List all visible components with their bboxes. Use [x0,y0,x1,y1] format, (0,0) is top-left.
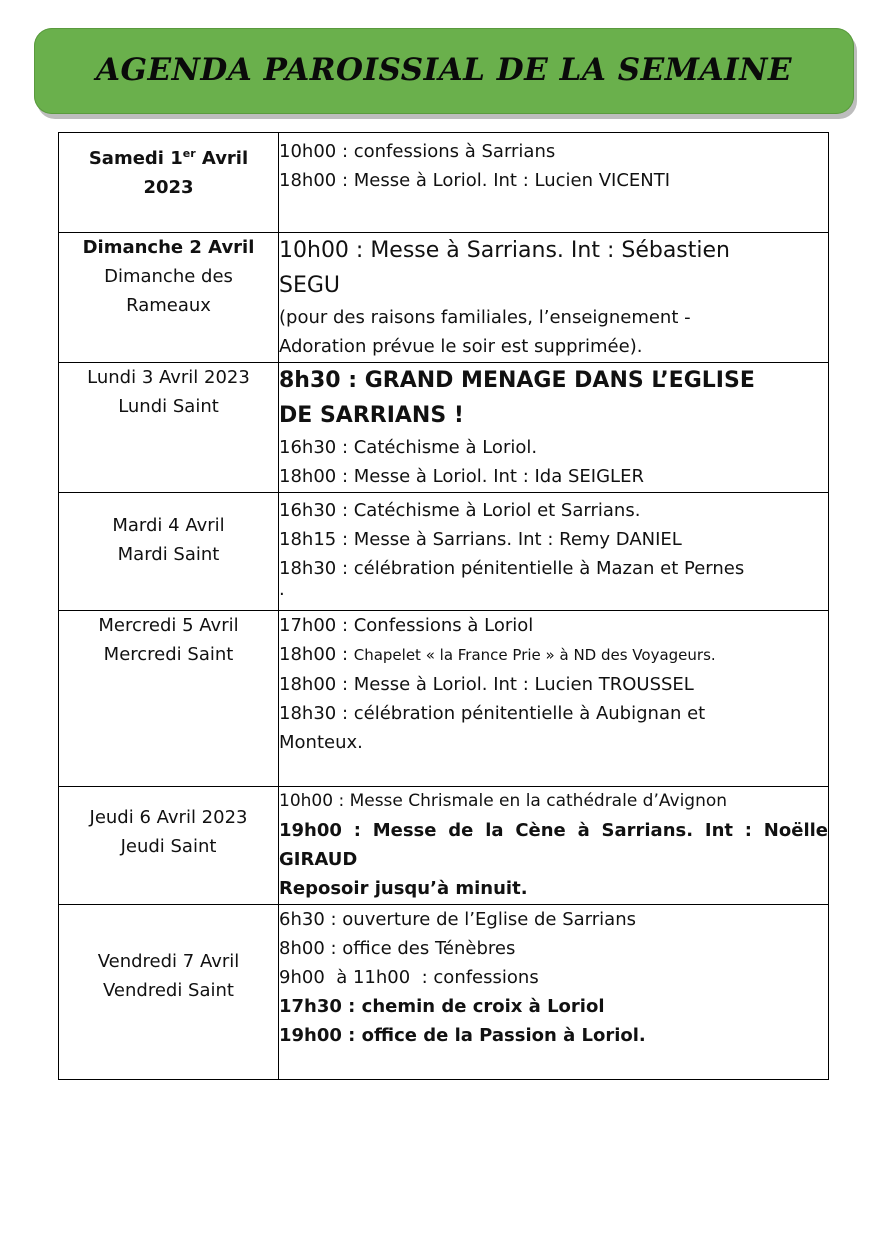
event-line: 16h30 : Catéchisme à Loriol et Sarrians. [279,500,641,521]
events-cell [279,787,829,905]
events-cell [279,233,829,363]
event-line: Monteux. [279,732,363,753]
event-line: DE SARRIANS ! [279,403,464,428]
event-line: . [279,579,285,600]
day-label: Mercredi Saint [103,644,234,665]
event-line: (pour des raisons familiales, l’enseignement - [279,307,691,328]
event-line: 19h00 : office de la Passion à Loriol. [279,1025,646,1046]
event-line-text: Chapelet « la France Prie » à ND des Voyageurs. [353,646,716,664]
title-banner [34,28,854,114]
event-line: 10h00 : Messe Chrismale en la cathédrale d’Avignon [279,791,728,811]
event-line [279,640,828,670]
day-label: Rameaux [126,295,211,316]
table-row [59,363,829,493]
agenda-table [58,132,829,1080]
day-label: Dimanche 2 Avril [82,237,255,258]
event-line: 6h30 : ouverture de l’Eglise de Sarrians [279,909,636,930]
event-line: 18h30 : célébration pénitentielle à Aubignan et [279,703,706,724]
table-row [59,233,829,363]
day-label: Mardi 4 Avril [112,515,225,536]
event-line: 18h15 : Messe à Sarrians. Int : Remy DANIEL [279,529,682,550]
day-cell [59,133,279,233]
event-line: 17h30 : chemin de croix à Loriol [279,996,605,1017]
day-label: Vendredi Saint [103,980,234,1001]
table-row [59,787,829,905]
event-line: 18h00 : Messe à Loriol. Int : Lucien VICENTI [279,170,671,191]
event-line: 8h30 : GRAND MENAGE DANS L’EGLISE [279,368,755,393]
day-cell [59,233,279,363]
day-label: Vendredi 7 Avril [97,951,240,972]
table-row [59,493,829,611]
day-label-text: Samedi 1 [88,148,183,169]
day-label: Dimanche des [104,266,233,287]
event-line: 9h00 à 11h00 : confessions [279,967,539,988]
event-line: 18h00 : Messe à Loriol. Int : Ida SEIGLER [279,466,644,487]
day-cell [59,363,279,493]
event-line: SEGU [279,273,341,298]
event-line-time: 18h00 : [279,644,354,665]
event-line: 19h00 : Messe de la Cène à Sarrians. Int : Noëlle [279,820,828,841]
day-label-text: Avril [195,148,249,169]
event-line: 18h00 : Messe à Loriol. Int : Lucien TROUSSEL [279,674,694,695]
event-line: 17h00 : Confessions à Loriol [279,615,534,636]
day-cell [59,787,279,905]
event-line: GIRAUD [279,849,358,870]
day-cell [59,905,279,1080]
event-line: 10h00 : Messe à Sarrians. Int : Sébastien [279,238,730,263]
event-line: Reposoir jusqu’à minuit. [279,878,528,899]
day-label: Jeudi 6 Avril 2023 [89,807,248,828]
event-line: 18h30 : célébration pénitentielle à Mazan et Pernes [279,558,745,579]
events-cell [279,133,829,233]
event-line: Adoration prévue le soir est supprimée). [279,336,643,357]
event-line: 8h00 : office des Ténèbres [279,938,516,959]
events-cell [279,363,829,493]
event-line: 10h00 : confessions à Sarrians [279,141,556,162]
events-cell [279,611,829,787]
table-row [59,905,829,1080]
day-label-superscript: er [182,147,196,160]
day-cell [59,611,279,787]
day-label: 2023 [143,177,194,198]
day-label [59,139,278,173]
event-line: 16h30 : Catéchisme à Loriol. [279,437,538,458]
day-label: Lundi 3 Avril 2023 [87,367,250,388]
table-row [59,611,829,787]
events-cell [279,493,829,611]
day-cell [59,493,279,611]
day-label: Mardi Saint [117,544,220,565]
table-row [59,133,829,233]
day-label: Mercredi 5 Avril [98,615,239,636]
page-title: AGENDA PAROISSIAL DE LA SEMAINE [95,52,793,88]
day-label: Lundi Saint [118,396,219,417]
events-cell [279,905,829,1080]
day-label: Jeudi Saint [120,836,217,857]
